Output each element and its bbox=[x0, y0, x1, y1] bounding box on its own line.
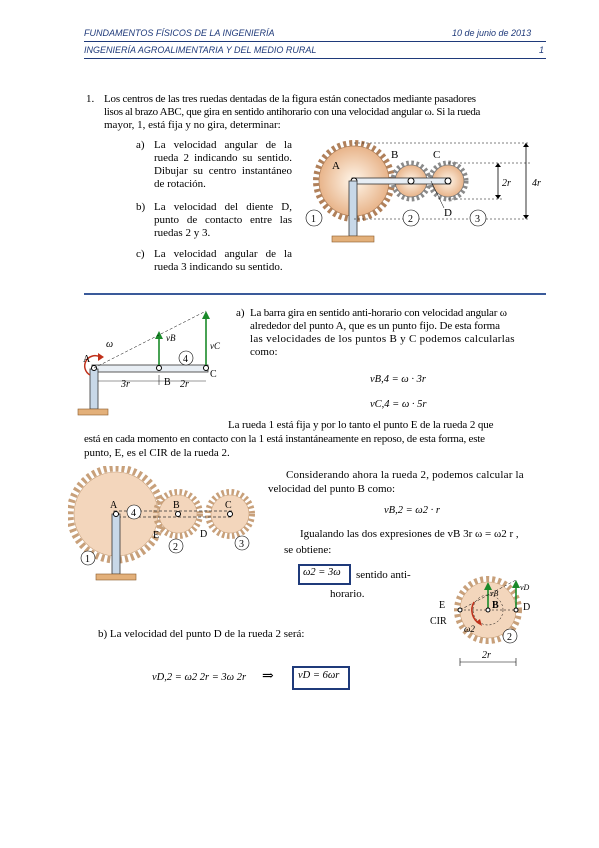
fig4-label-b: B bbox=[492, 600, 499, 611]
fig3-label-a: A bbox=[110, 500, 118, 511]
fig1-gear2-number: 2 bbox=[408, 214, 413, 225]
figure-gear-train bbox=[298, 136, 550, 258]
fig2-dim-3r: 3r bbox=[121, 379, 130, 390]
solution-a-label: a) bbox=[236, 307, 245, 319]
fig1-label-d: D bbox=[444, 207, 452, 219]
fig4-label-d: D bbox=[523, 602, 531, 613]
fig1-gear1-number: 1 bbox=[311, 214, 316, 225]
result-note-line1: sentido anti- bbox=[356, 569, 411, 581]
part-b-label: b) bbox=[136, 201, 146, 213]
part-a-label: a) bbox=[136, 139, 145, 151]
support-base bbox=[78, 409, 108, 415]
section-separator bbox=[84, 293, 546, 295]
fig3-wheel1-number: 1 bbox=[85, 554, 90, 565]
solution-b-label: b) La velocidad del punto D de la rueda 2 será: bbox=[98, 628, 305, 640]
solution-a-p1-line3: las velocidades de los puntos B y C podemos calcularlas bbox=[250, 333, 515, 345]
figure-wheel2-cir bbox=[424, 568, 544, 676]
solution-a-p2-line2: está en cada momento en contacto con la 1 está instantáneamente en reposo, de esta forma, este bbox=[84, 433, 485, 445]
header-degree: INGENIERÍA AGROALIMENTARIA Y DEL MEDIO RURAL bbox=[84, 45, 317, 55]
solution-a-p3-line2: velocidad del punto B como: bbox=[268, 483, 396, 495]
fig2-wheel-number: 4 bbox=[183, 354, 188, 365]
fig2-label-c: C bbox=[210, 369, 217, 380]
fig1-label-b: B bbox=[391, 149, 399, 161]
fig2-label-b: B bbox=[164, 377, 171, 388]
fig4-dim-2r: 2r bbox=[482, 650, 491, 661]
solution-a-p4-line1: Igualando las dos expresiones de vB 3r ω = ω2 r , bbox=[300, 528, 519, 540]
fig3-wheel3-number: 3 bbox=[239, 539, 244, 550]
solution-a-p1-line4: como: bbox=[250, 346, 278, 358]
fig4-wheel-number: 2 bbox=[507, 632, 512, 643]
figure-gears-detail bbox=[68, 466, 264, 588]
solution-a-p3-line1: Considerando ahora la rueda 2, podemos calcular la bbox=[286, 469, 524, 481]
fig1-dim-4r: 4r bbox=[532, 178, 541, 189]
support-post bbox=[112, 514, 120, 574]
fig1-gear3-number: 3 bbox=[475, 214, 480, 225]
fig1-dim-2r: 2r bbox=[502, 178, 511, 189]
solution-a-p1-line2: alrededor del punto A, que es un punto fijo. De esta forma bbox=[250, 320, 500, 332]
implies-arrow: ⇒ bbox=[262, 669, 274, 684]
fig3-wheel2-number: 2 bbox=[173, 542, 178, 553]
equation-vb2: vB,2 = ω2 · r bbox=[384, 505, 440, 516]
fig4-label-vd: vD bbox=[520, 583, 530, 592]
result-omega2: ω2 = 3ω bbox=[303, 567, 341, 578]
header-date: 10 de junio de 2013 bbox=[452, 28, 532, 38]
problem-intro-line3: mayor, 1, está fija y no gira, determinar: bbox=[104, 119, 281, 131]
figure-arm-velocities bbox=[58, 305, 233, 420]
header-course-title: FUNDAMENTOS FÍSICOS DE LA INGENIERÍA bbox=[84, 28, 275, 38]
fig2-label-vc: vC bbox=[210, 341, 220, 351]
part-a-text: La velocidad angular de la rueda 2 indicando su sentido. Dibujar su centro instantáneo de rotación. bbox=[154, 139, 292, 190]
fig4-label-cir: CIR bbox=[430, 616, 447, 627]
fig2-label-vb: vB bbox=[166, 333, 176, 343]
fig3-label-b: B bbox=[173, 500, 180, 511]
part-c-label: c) bbox=[136, 248, 145, 260]
problem-intro-line2: lisos al brazo ABC, que gira en sentido antihorario con una velocidad angular ω. Si la rueda bbox=[104, 106, 481, 118]
result-vd: vD = 6ωr bbox=[298, 670, 340, 681]
fig2-label-a: A bbox=[83, 354, 91, 365]
part-b-text: La velocidad del diente D, punto de contacto entre las ruedas 2 y 3. bbox=[154, 201, 292, 239]
fig3-wheel4-number: 4 bbox=[131, 508, 136, 519]
fig4-label-vb: vB bbox=[490, 589, 499, 598]
equation-vb4: vB,4 = ω · 3r bbox=[370, 374, 426, 385]
result-note-line2: horario. bbox=[330, 588, 365, 600]
header-rule-top bbox=[84, 41, 546, 42]
solution-a-p2-line3: punto, E, es el CIR de la rueda 2. bbox=[84, 447, 230, 459]
support-base bbox=[332, 236, 374, 242]
problem-intro-line1: Los centros de las tres ruedas dentadas de la figura están conectados mediante pasadores bbox=[104, 93, 476, 105]
solution-a-p4-line2: se obtiene: bbox=[284, 544, 332, 556]
support-base bbox=[96, 574, 136, 580]
fig3-label-e: E bbox=[153, 530, 160, 541]
fig1-label-a: A bbox=[332, 160, 340, 172]
equation-vc4: vC,4 = ω · 5r bbox=[370, 399, 427, 410]
solution-a-p1-line1: La barra gira en sentido anti-horario con velocidad angular ω bbox=[250, 307, 507, 319]
support-post bbox=[349, 181, 357, 236]
arm-abc bbox=[352, 178, 450, 184]
problem-number: 1. bbox=[86, 93, 95, 105]
equation-vd2: vD,2 = ω2 2r = 3ω 2r bbox=[152, 672, 247, 683]
fig2-dim-2r: 2r bbox=[180, 379, 189, 390]
part-c-text: La velocidad angular de la rueda 3 indicando su sentido. bbox=[154, 248, 292, 273]
header-rule-bottom bbox=[84, 58, 546, 59]
fig3-label-d: D bbox=[200, 529, 208, 540]
fig2-label-omega: ω bbox=[106, 339, 114, 350]
fig4-label-e: E bbox=[439, 600, 446, 611]
support-post bbox=[90, 369, 98, 409]
fig3-label-c: C bbox=[225, 500, 232, 511]
header-page-number: 1 bbox=[539, 45, 545, 55]
fig4-label-omega2: ω2 bbox=[464, 624, 475, 634]
solution-a-p2-line1: La rueda 1 está fija y por lo tanto el punto E de la rueda 2 que bbox=[228, 419, 494, 431]
arm-bar bbox=[92, 365, 208, 372]
fig1-label-c: C bbox=[433, 149, 441, 161]
